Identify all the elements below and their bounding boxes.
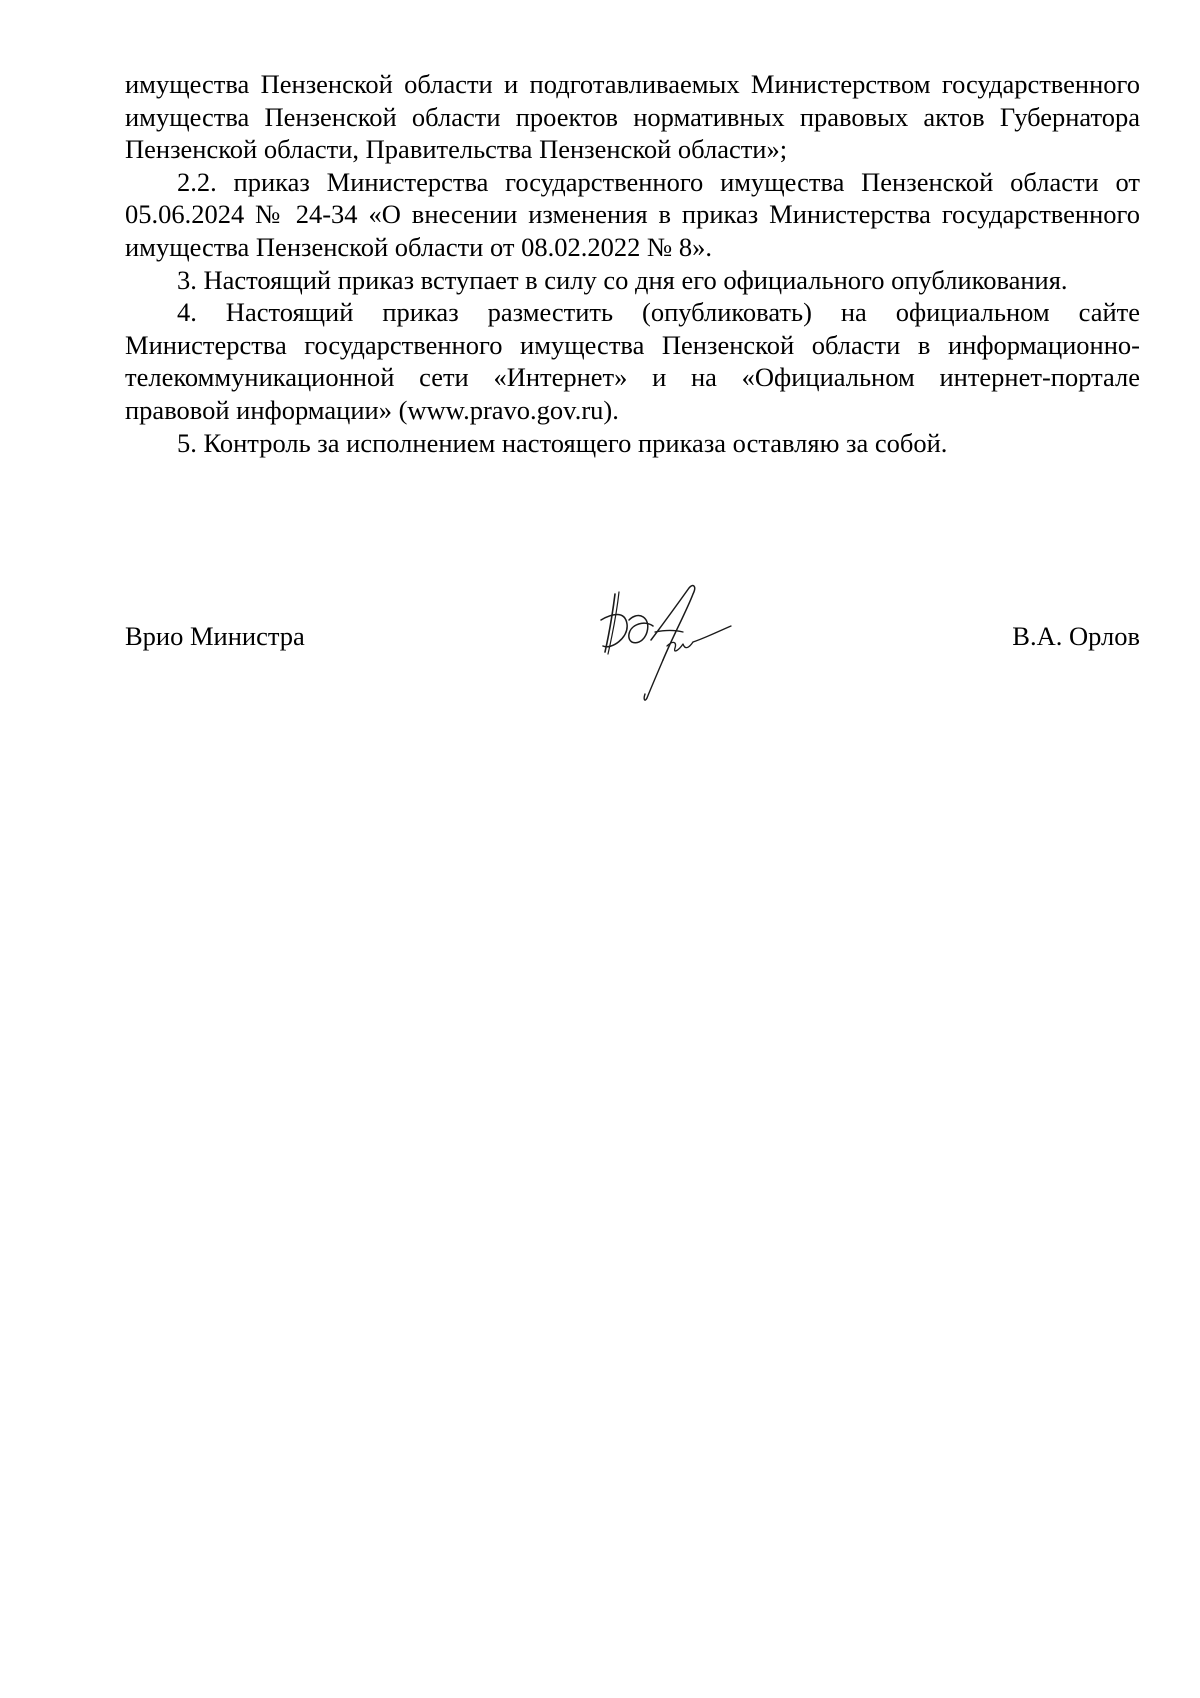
paragraph-item-3: 3. Настоящий приказ вступает в силу со дня его официального опубликования. <box>177 264 1068 295</box>
signature-stroke <box>651 586 695 660</box>
paragraph-item-2-2: 2.2. приказ Министерства государственного имущества Пензенской области от 05.06.2024 № 24-34 «О внесении изменения в приказ Министерства государственного имущества Пензенской области от 08.02.2022 № 8». <box>125 166 1140 262</box>
signature-stroke <box>655 631 683 633</box>
signature-stroke <box>644 660 663 700</box>
paragraph-item-4: 4. Настоящий приказ разместить (опубликовать) на официальном сайте Министерства государственного имущества Пензенской области в информационно-телекоммуникационной сети «Интернет» и на «Официальном интернет-портале правовой информации» (www.pravo.gov.ru). <box>125 297 1140 425</box>
signatory-position: Врио Министра <box>125 621 305 651</box>
signature-stroke <box>629 616 653 643</box>
signatory-name: В.А. Орлов <box>1012 621 1140 651</box>
signature-stroke <box>601 615 627 647</box>
signature-stroke <box>667 642 693 651</box>
document-body <box>125 68 1140 459</box>
handwritten-signature <box>593 580 738 705</box>
paragraph-item-5: 5. Контроль за исполнением настоящего приказа оставляю за собой. <box>177 427 948 458</box>
signature-stroke <box>693 626 731 642</box>
paragraph-continuation: имущества Пензенской области и подготавливаемых Министерством государственного имущества Пензенской области проектов нормативных правовых актов Губернатора Пензенской области, Правительства Пензенской области»; <box>125 69 1140 165</box>
